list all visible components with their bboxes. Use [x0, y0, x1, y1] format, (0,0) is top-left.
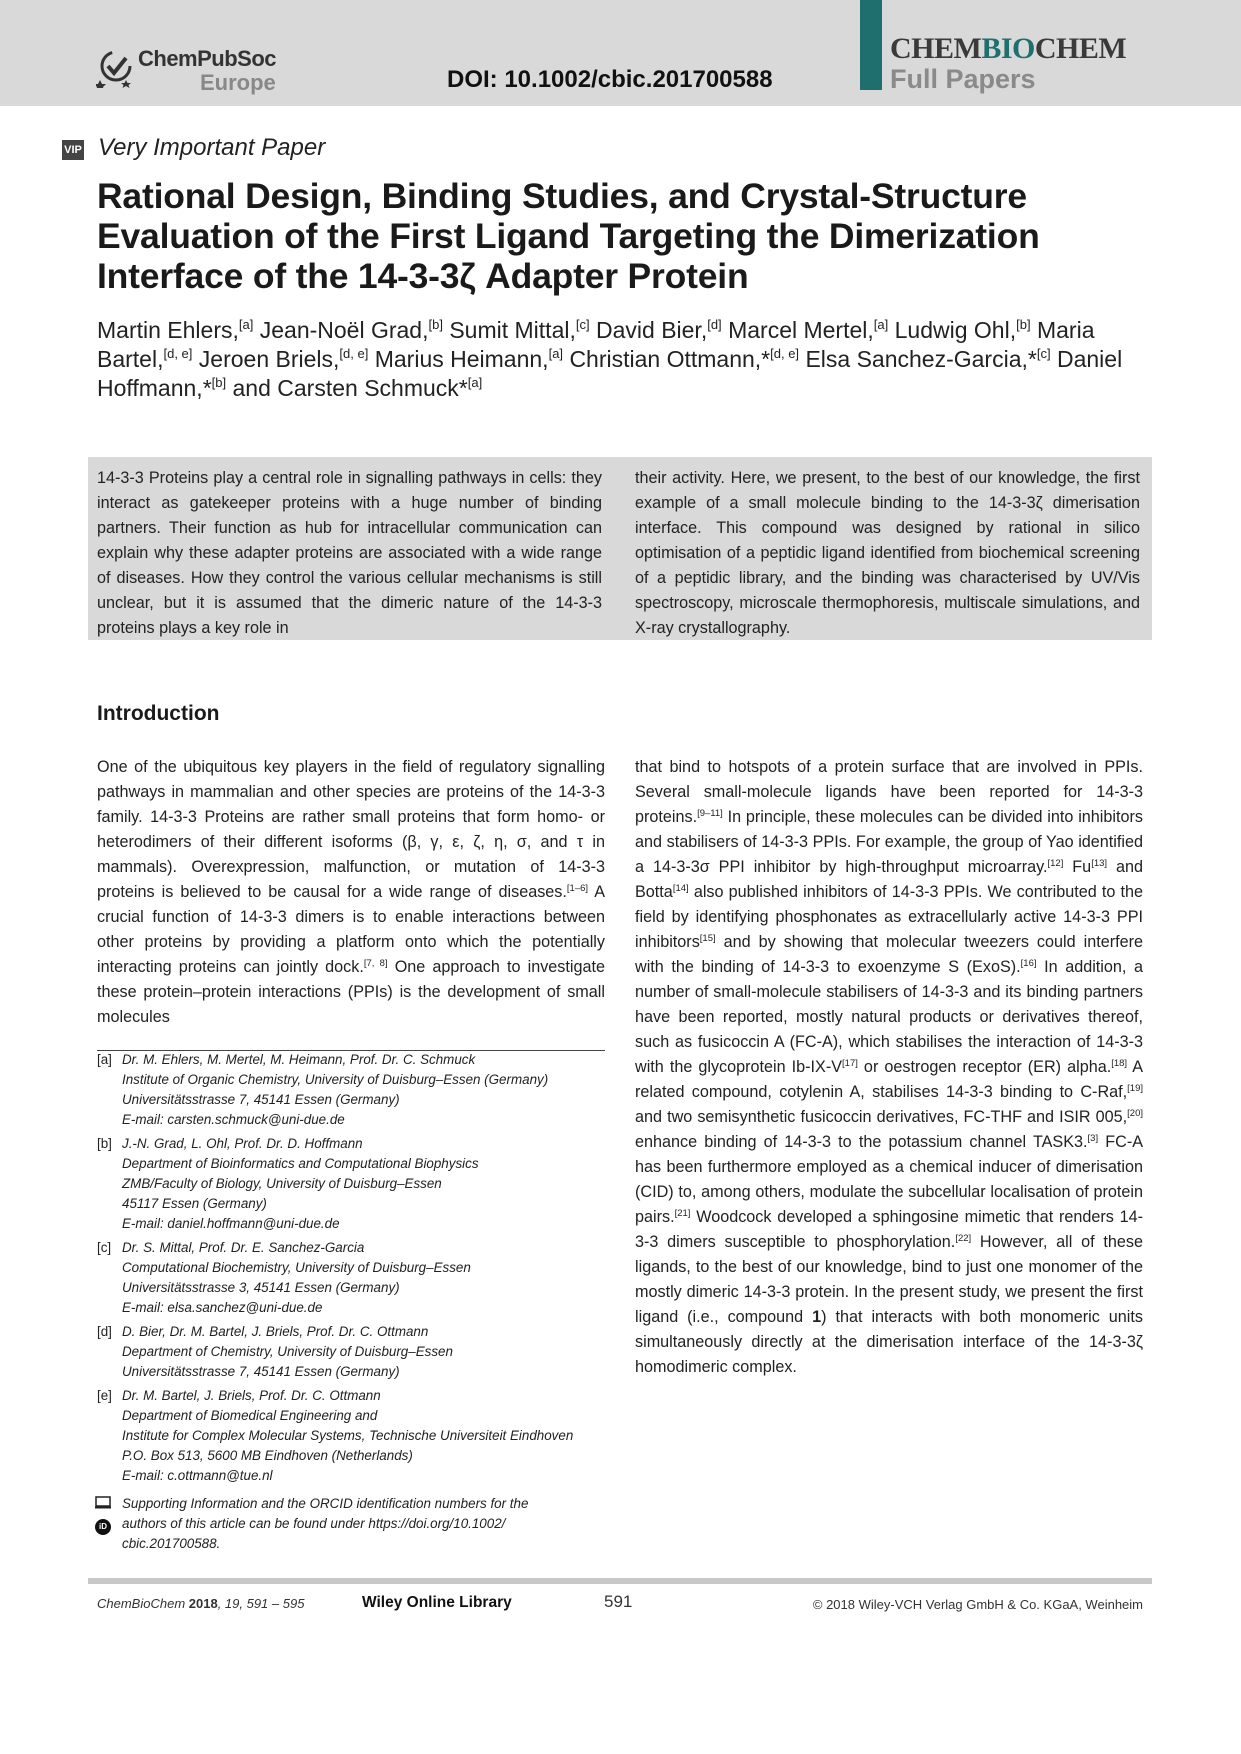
- author: [449, 317, 589, 343]
- abstract: [88, 457, 1152, 640]
- author: [569, 346, 799, 372]
- citation-volume-pages: , 19, 591 – 595: [217, 1596, 305, 1611]
- author-name: Ludwig Ohl,: [894, 317, 1017, 343]
- author-affiliation: [c]: [575, 317, 590, 332]
- citation-reference[interactable]: [18]: [1111, 1058, 1128, 1069]
- article-doi: DOI: 10.1002/cbic.201700588: [447, 66, 773, 93]
- introduction-left-column: [97, 755, 605, 1030]
- affiliation-tag: [b]: [97, 1136, 112, 1151]
- affiliation-text: D. Bier, Dr. M. Bartel, J. Briels, Prof. Dr. C. Ottmann Department of Chemistry, University of Duisburg–Essen Universitätsstrasse 7, 45141 Essen (Germany): [122, 1324, 453, 1379]
- affiliation-a: [97, 1050, 607, 1130]
- citation-reference[interactable]: [9–11]: [697, 808, 723, 819]
- body-text: In principle, these molecules can be divided into inhibitors and stabilisers of 14-3-3 PPIs. For example, the group of Yao identified a 14-3-3σ PPI inhibitor by high-throughput microarray.: [635, 808, 1143, 876]
- page-header: [0, 0, 1241, 106]
- citation-reference[interactable]: [7, 8]: [363, 958, 388, 969]
- abstract-right-column: their activity. Here, we present, to the best of our knowledge, the first example of a small molecule binding to the 14-3-3ζ dimerisation interface. This compound was designed by rational in silico optimisation of a peptidic ligand identified from biochemical screening of a peptidic library, and the binding was characterised by UV/Vis spectroscopy, microscale thermophoresis, multiscale simulations, and X-ray crystallography.: [635, 469, 1140, 637]
- journal-citation: [97, 1596, 304, 1611]
- author-name: Marius Heimann,: [374, 346, 549, 372]
- citation-reference[interactable]: [12]: [1047, 858, 1064, 869]
- footer-divider: [88, 1578, 1152, 1584]
- author-name: and Carsten Schmuck*: [232, 375, 468, 401]
- author-list: [97, 316, 1157, 403]
- affiliation-text: Dr. S. Mittal, Prof. Dr. E. Sanchez-Garcia Computational Biochemistry, University of Duisburg–Essen Universitätsstrasse 3, 45141 Essen (Germany) E-mail: elsa.sanchez@uni-due.de: [122, 1240, 471, 1315]
- author: [97, 317, 253, 343]
- body-text: enhance binding of 14-3-3 to the potassium channel TASK3.: [635, 1133, 1088, 1151]
- supporting-info-text: Supporting Information and the ORCID identification numbers for the authors of this article can be found under https://doi.org/10.1002/ cbic.201700588.: [122, 1496, 529, 1551]
- body-text: or oestrogen receptor (ER) alpha.: [857, 1058, 1112, 1076]
- author: [895, 317, 1031, 343]
- affiliation-d: [97, 1322, 607, 1382]
- author: [596, 317, 722, 343]
- citation-reference[interactable]: [16]: [1020, 958, 1037, 969]
- author-affiliation: [a]: [238, 317, 254, 332]
- author-name: David Bier,: [596, 317, 708, 343]
- author: [233, 375, 483, 401]
- author-name: Jeroen Briels,: [198, 346, 340, 372]
- citation-reference[interactable]: [21]: [674, 1208, 691, 1219]
- page-number: 591: [604, 1592, 633, 1611]
- affiliation-b: [97, 1134, 607, 1234]
- copyright-notice: © 2018 Wiley-VCH Verlag GmbH & Co. KGaA, Weinheim: [812, 1597, 1143, 1612]
- article-type: Full Papers: [890, 64, 1036, 94]
- section-heading-introduction: Introduction: [97, 702, 220, 725]
- affiliation-e: [97, 1386, 607, 1486]
- body-text: In addition, a number of small-molecule stabilisers of 14-3-3 and its binding partners have been reported, mostly natural products or derivatives thereof, such as fusicoccin A (FC-A), which stabilises the interaction of 14-3-3 with the glycoprotein Ib-IX-V: [635, 958, 1144, 1076]
- wiley-online-library-link[interactable]: Wiley Online Library: [362, 1594, 512, 1611]
- author-affiliation: [b]: [211, 375, 227, 390]
- journal-accent-bar: [860, 0, 882, 90]
- affiliation-tag: [c]: [97, 1240, 112, 1255]
- body-text: A crucial function of 14-3-3 dimers is to enable interactions between other proteins by providing a platform onto which the potentially interacting proteins can jointly dock.: [97, 883, 605, 976]
- citation-reference[interactable]: [22]: [955, 1233, 972, 1244]
- author-affiliation: [d]: [707, 317, 722, 332]
- body-text: FC-A has been furthermore employed as a chemical inducer of dimerisation (CID) to, among others, modulate the subcellular localisation of protein pairs.: [635, 1133, 1144, 1226]
- chempubsoc-emblem-icon: [96, 46, 136, 88]
- citation-reference[interactable]: [14]: [672, 883, 689, 894]
- author-name: Christian Ottmann,*: [569, 346, 771, 372]
- author-affiliation: [a]: [873, 317, 889, 332]
- citation-reference[interactable]: [1–6]: [566, 883, 589, 894]
- author-affiliation: [c]: [1036, 346, 1051, 361]
- author-name: Marcel Mertel,: [728, 317, 874, 343]
- citation-reference[interactable]: [20]: [1127, 1108, 1143, 1119]
- journal-name-part1: CHEM: [890, 32, 982, 65]
- affiliation-text: Dr. M. Ehlers, M. Mertel, M. Heimann, Prof. Dr. C. Schmuck Institute of Organic Chemistry, University of Duisburg–Essen (Germany) Universitätsstrasse 7, 45141 Essen (Germany) E-mail: carsten.schmuck@uni-due.de: [122, 1052, 549, 1127]
- body-text: Fu: [1063, 858, 1092, 876]
- body-text: ) that interacts with both monomeric units simultaneously directly at the dimerisation interface of the 14-3-3ζ homodimeric complex.: [635, 1308, 1143, 1376]
- body-text: One approach to investigate these protein–protein interactions (PPIs) is the development of small molecules: [97, 958, 605, 1026]
- author-name: Elsa Sanchez-Garcia,*: [805, 346, 1037, 372]
- citation-journal: ChemBioChem: [97, 1596, 189, 1611]
- citation-reference[interactable]: [17]: [842, 1058, 858, 1069]
- author: [375, 346, 563, 372]
- journal-name-part2: BIO: [981, 32, 1035, 65]
- affiliation-text: J.-N. Grad, L. Ohl, Prof. Dr. D. Hoffmann Department of Bioinformatics and Computational Biophysics ZMB/Faculty of Biology, University of Duisburg–Essen 45117 Essen (Germany) E-mail: daniel.hoffmann@uni-due.de: [122, 1136, 479, 1231]
- author: [260, 317, 443, 343]
- affiliation-c: [97, 1238, 607, 1318]
- journal-name-part3: CHEM: [1034, 32, 1127, 65]
- body-text: and two semisynthetic fusicoccin derivatives, FC-THF and ISIR 005,: [635, 1108, 1128, 1126]
- body-text: and Botta: [635, 858, 1143, 901]
- publisher-region: Europe: [200, 70, 276, 95]
- author-name: Sumit Mittal,: [449, 317, 576, 343]
- journal-name: [890, 32, 1126, 66]
- author-affiliation: [a]: [548, 346, 564, 361]
- publisher-name: ChemPubSoc: [138, 46, 277, 71]
- affiliation-text: Dr. M. Bartel, J. Briels, Prof. Dr. C. Ottmann Department of Biomedical Engineering and Institute for Complex Molecular Systems, Technische Universiteit Eindhoven P.O. Box 513, 5600 MB Eindhoven (Netherlands) E-mail: c.ottmann@tue.nl: [122, 1388, 574, 1483]
- citation-year: 2018: [188, 1596, 218, 1611]
- body-text: that bind to hotspots of a protein surface that are involved in PPIs. Several small-molecule ligands have been reported for 14-3-3 proteins.: [635, 758, 1143, 826]
- vip-badge-icon: VIP: [62, 140, 84, 160]
- citation-reference[interactable]: [13]: [1091, 858, 1108, 869]
- author-affiliation: [b]: [1016, 317, 1031, 332]
- citation-reference[interactable]: [3]: [1087, 1133, 1099, 1144]
- body-text: Woodcock developed a sphingosine mimetic that renders 14-3-3 dimers susceptible to phosphorylation.: [635, 1208, 1143, 1251]
- vip-label: Very Important Paper: [98, 134, 326, 161]
- author-affiliation: [d, e]: [339, 346, 369, 361]
- body-text: also published inhibitors of 14-3-3 PPIs. We contributed to the field by identifying phosphonates as extracellularly active 14-3-3 PPI inhibitors: [635, 883, 1143, 951]
- author: [199, 346, 369, 372]
- author: [728, 317, 888, 343]
- body-text: One of the ubiquitous key players in the field of regulatory signalling pathways in mammalian and other species are proteins of the 14-3-3 family. 14-3-3 Proteins are rather small proteins that form homo- or heterodimers of their different isoforms (β, γ, ε, ζ, η, σ, and τ in mammals). Overexpression, malfunction, or mutation of 14-3-3 proteins is believed to be causal for a wide range of diseases.: [97, 758, 605, 901]
- chempubsoc-logo: [96, 44, 286, 94]
- author-name: Daniel Hoffmann,*: [97, 346, 1123, 401]
- body-text: and by showing that molecular tweezers could interfere with the binding of 14-3-3 to exoenzyme S (ExoS).: [635, 933, 1143, 976]
- compound-number: 1: [812, 1308, 822, 1326]
- supporting-info-icon: [95, 1496, 111, 1509]
- citation-reference[interactable]: [19]: [1127, 1083, 1143, 1094]
- orcid-icon: iD: [95, 1519, 111, 1535]
- abstract-left-column: 14-3-3 Proteins play a central role in signalling pathways in cells: they interact as gatekeeper proteins with a huge number of binding partners. Their function as hub for intracellular communication can explain why these adapter proteins are associated with a wide range of diseases. How they control the various cellular mechanisms is still unclear, but it is assumed that the dimeric nature of the 14-3-3 proteins plays a key role in: [97, 469, 602, 637]
- citation-reference[interactable]: [15]: [699, 933, 716, 944]
- affiliation-tag: [e]: [97, 1388, 112, 1403]
- author-affiliation: [d, e]: [770, 346, 800, 361]
- author-affiliation: [b]: [428, 317, 443, 332]
- author: [805, 346, 1050, 372]
- body-text: A related compound, cotylenin A, stabilises 14-3-3 binding to C-Raf,: [635, 1058, 1143, 1101]
- author-name: Martin Ehlers,: [97, 317, 239, 343]
- affiliation-tag: [a]: [97, 1052, 112, 1067]
- body-text: However, all of these ligands, to the best of our knowledge, bind to just one monomer of the mostly dimeric 14-3-3 protein. In the present study, we present the first ligand (i.e., compound: [635, 1233, 1144, 1326]
- author-affiliation: [a]: [467, 375, 483, 390]
- author-name: Maria Bartel,: [97, 317, 1095, 372]
- author-affiliation: [d, e]: [163, 346, 193, 361]
- article-title: Rational Design, Binding Studies, and Crystal-Structure Evaluation of the First Ligand Targeting the Dimerization Interface of the 14-3-3ζ Adapter Protein: [97, 176, 1040, 296]
- author-name: Jean-Noël Grad,: [259, 317, 429, 343]
- introduction-right-column: [635, 755, 1143, 1380]
- affiliation-tag: [d]: [97, 1324, 112, 1339]
